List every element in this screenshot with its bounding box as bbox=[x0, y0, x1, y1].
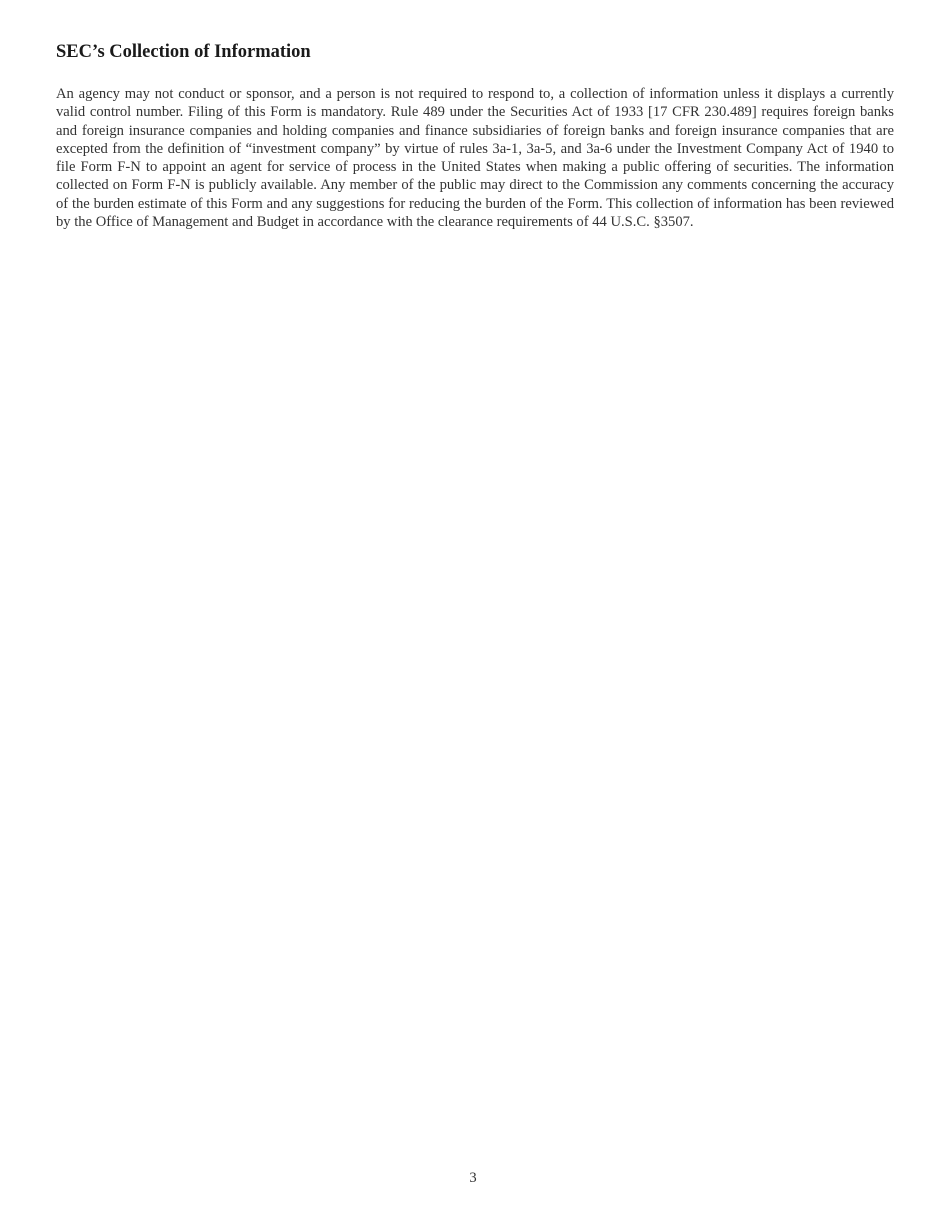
body-paragraph: An agency may not conduct or sponsor, and a person is not required to respond to, a collection of information unless it displays a currently valid control number. Filing of this Form is mandatory. Rule 489 under the Securities Act of 1933 [17 CFR 230.489] requires foreign banks and foreign insurance companies and holding companies and finance subsidiaries of foreign banks and foreign insurance companies that are excepted from the definition of “investment company” by virtue of rules 3a-1, 3a-5, and 3a-6 under the Investment Company Act of 1940 to file Form F-N to appoint an agent for service of process in the United States when making a public offering of securities. The information collected on Form F-N is publicly available. Any member of the public may direct to the Commission any comments concerning the accuracy of the burden estimate of this Form and any suggestions for reducing the burden of the Form. This collection of information has been reviewed by the Office of Management and Budget in accordance with the clearance requirements of 44 U.S.C. §3507. bbox=[56, 86, 894, 231]
page-number: 3 bbox=[469, 1170, 477, 1186]
section-heading: SEC’s Collection of Information bbox=[56, 42, 311, 62]
